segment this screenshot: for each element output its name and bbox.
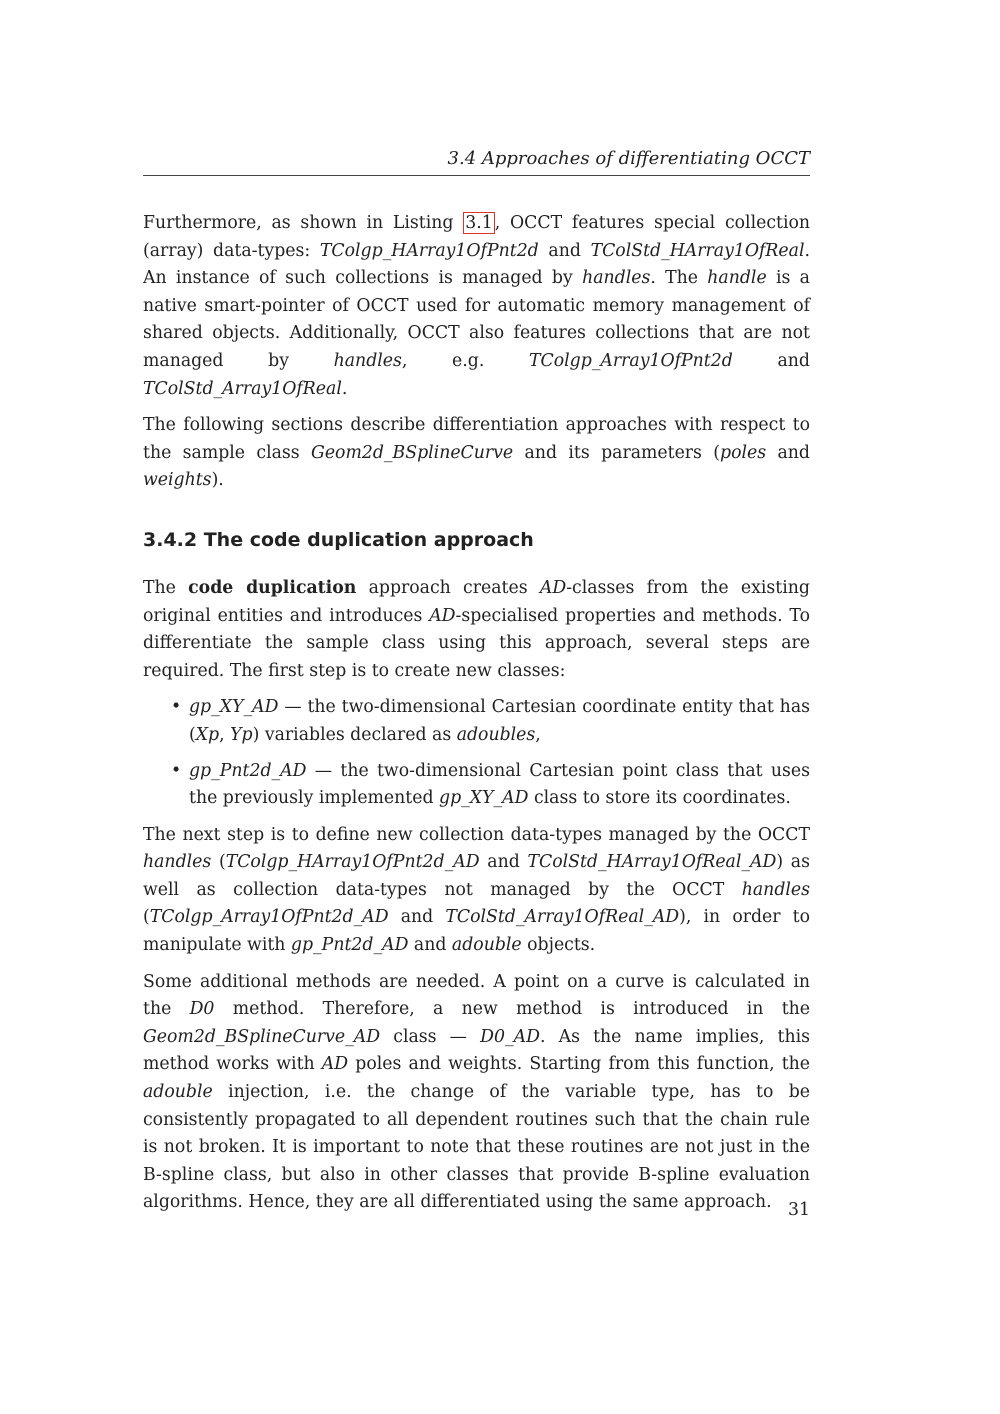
running-header: 3.4 Approaches of differentiating OCCT (143, 148, 810, 176)
section-heading: 3.4.2 The code duplication approach (143, 528, 534, 551)
list-item: • gp_Pnt2d_AD — the two-dimensional Cartesian point class that uses the previously implemented gp_XY_AD class to store its coordinates. (143, 758, 810, 813)
list-item: • gp_XY_AD — the two-dimensional Cartesian coordinate entity that has (Xp, Yp) variables declared as adoubles, (143, 694, 810, 749)
page-number: 31 (788, 1200, 810, 1220)
bullet-icon: • (171, 760, 182, 781)
paragraph-sections-intro: The following sections describe differentiation approaches with respect to the sample class Geom2d_BSplineCurve and its parameters (poles and weights). (143, 415, 810, 491)
listing-reference-link[interactable]: 3.1 (465, 213, 493, 233)
paragraph-code-duplication: The code duplication approach creates AD-classes from the existing original entities and introduces AD-specialised properties and methods. To differentiate the sample class using this approach, several steps are required. The first step is to create new classes: (143, 577, 811, 681)
bullet-icon: • (171, 697, 182, 718)
paragraph-collections: Furthermore, as shown in Listing 3.1 , OCCT features special collection (array) data-types: TColgp_HArray1OfPnt2d and TColStd_HArray1OfReal. An instance of such collections is managed by handles. The handle is a native smart-pointer of OCCT used for automatic memory management of shared objects. Additionally, OCCT also features collections that are not managed by handles, e.g. TColgp_Array1OfPnt2d and TColStd_Array1OfReal. (143, 213, 811, 399)
body-text (143, 210, 810, 1226)
class-list (143, 694, 810, 812)
paragraph-additional-methods: Some additional methods are needed. A point on a curve is calculated in the D0 method. Therefore, a new method is introduced in the Geom2d_BSplineCurve_AD class — D0_AD. As the name implies, this method works with AD poles and weights. Starting from this function, the adouble injection, i.e. the change of the variable type, has to be consistently propagated to all dependent routines such that the chain rule is not broken. It is important to note that these routines are not just in the B-spline class, but also in other classes that provide B-spline evaluation algorithms. Hence, they are all differentiated using the same approach. (143, 971, 811, 1213)
paragraph-collection-types: The next step is to define new collection data-types managed by the OCCT handles (TColgp_HArray1OfPnt2d_AD and TColStd_HArray1OfReal_AD) as well as collection data-types not managed by the OCCT handles (TColgp_Array1OfPnt2d_AD and TColStd_Array1OfReal_AD), in order to manipulate with gp_Pnt2d_AD and adouble objects. (143, 824, 811, 956)
